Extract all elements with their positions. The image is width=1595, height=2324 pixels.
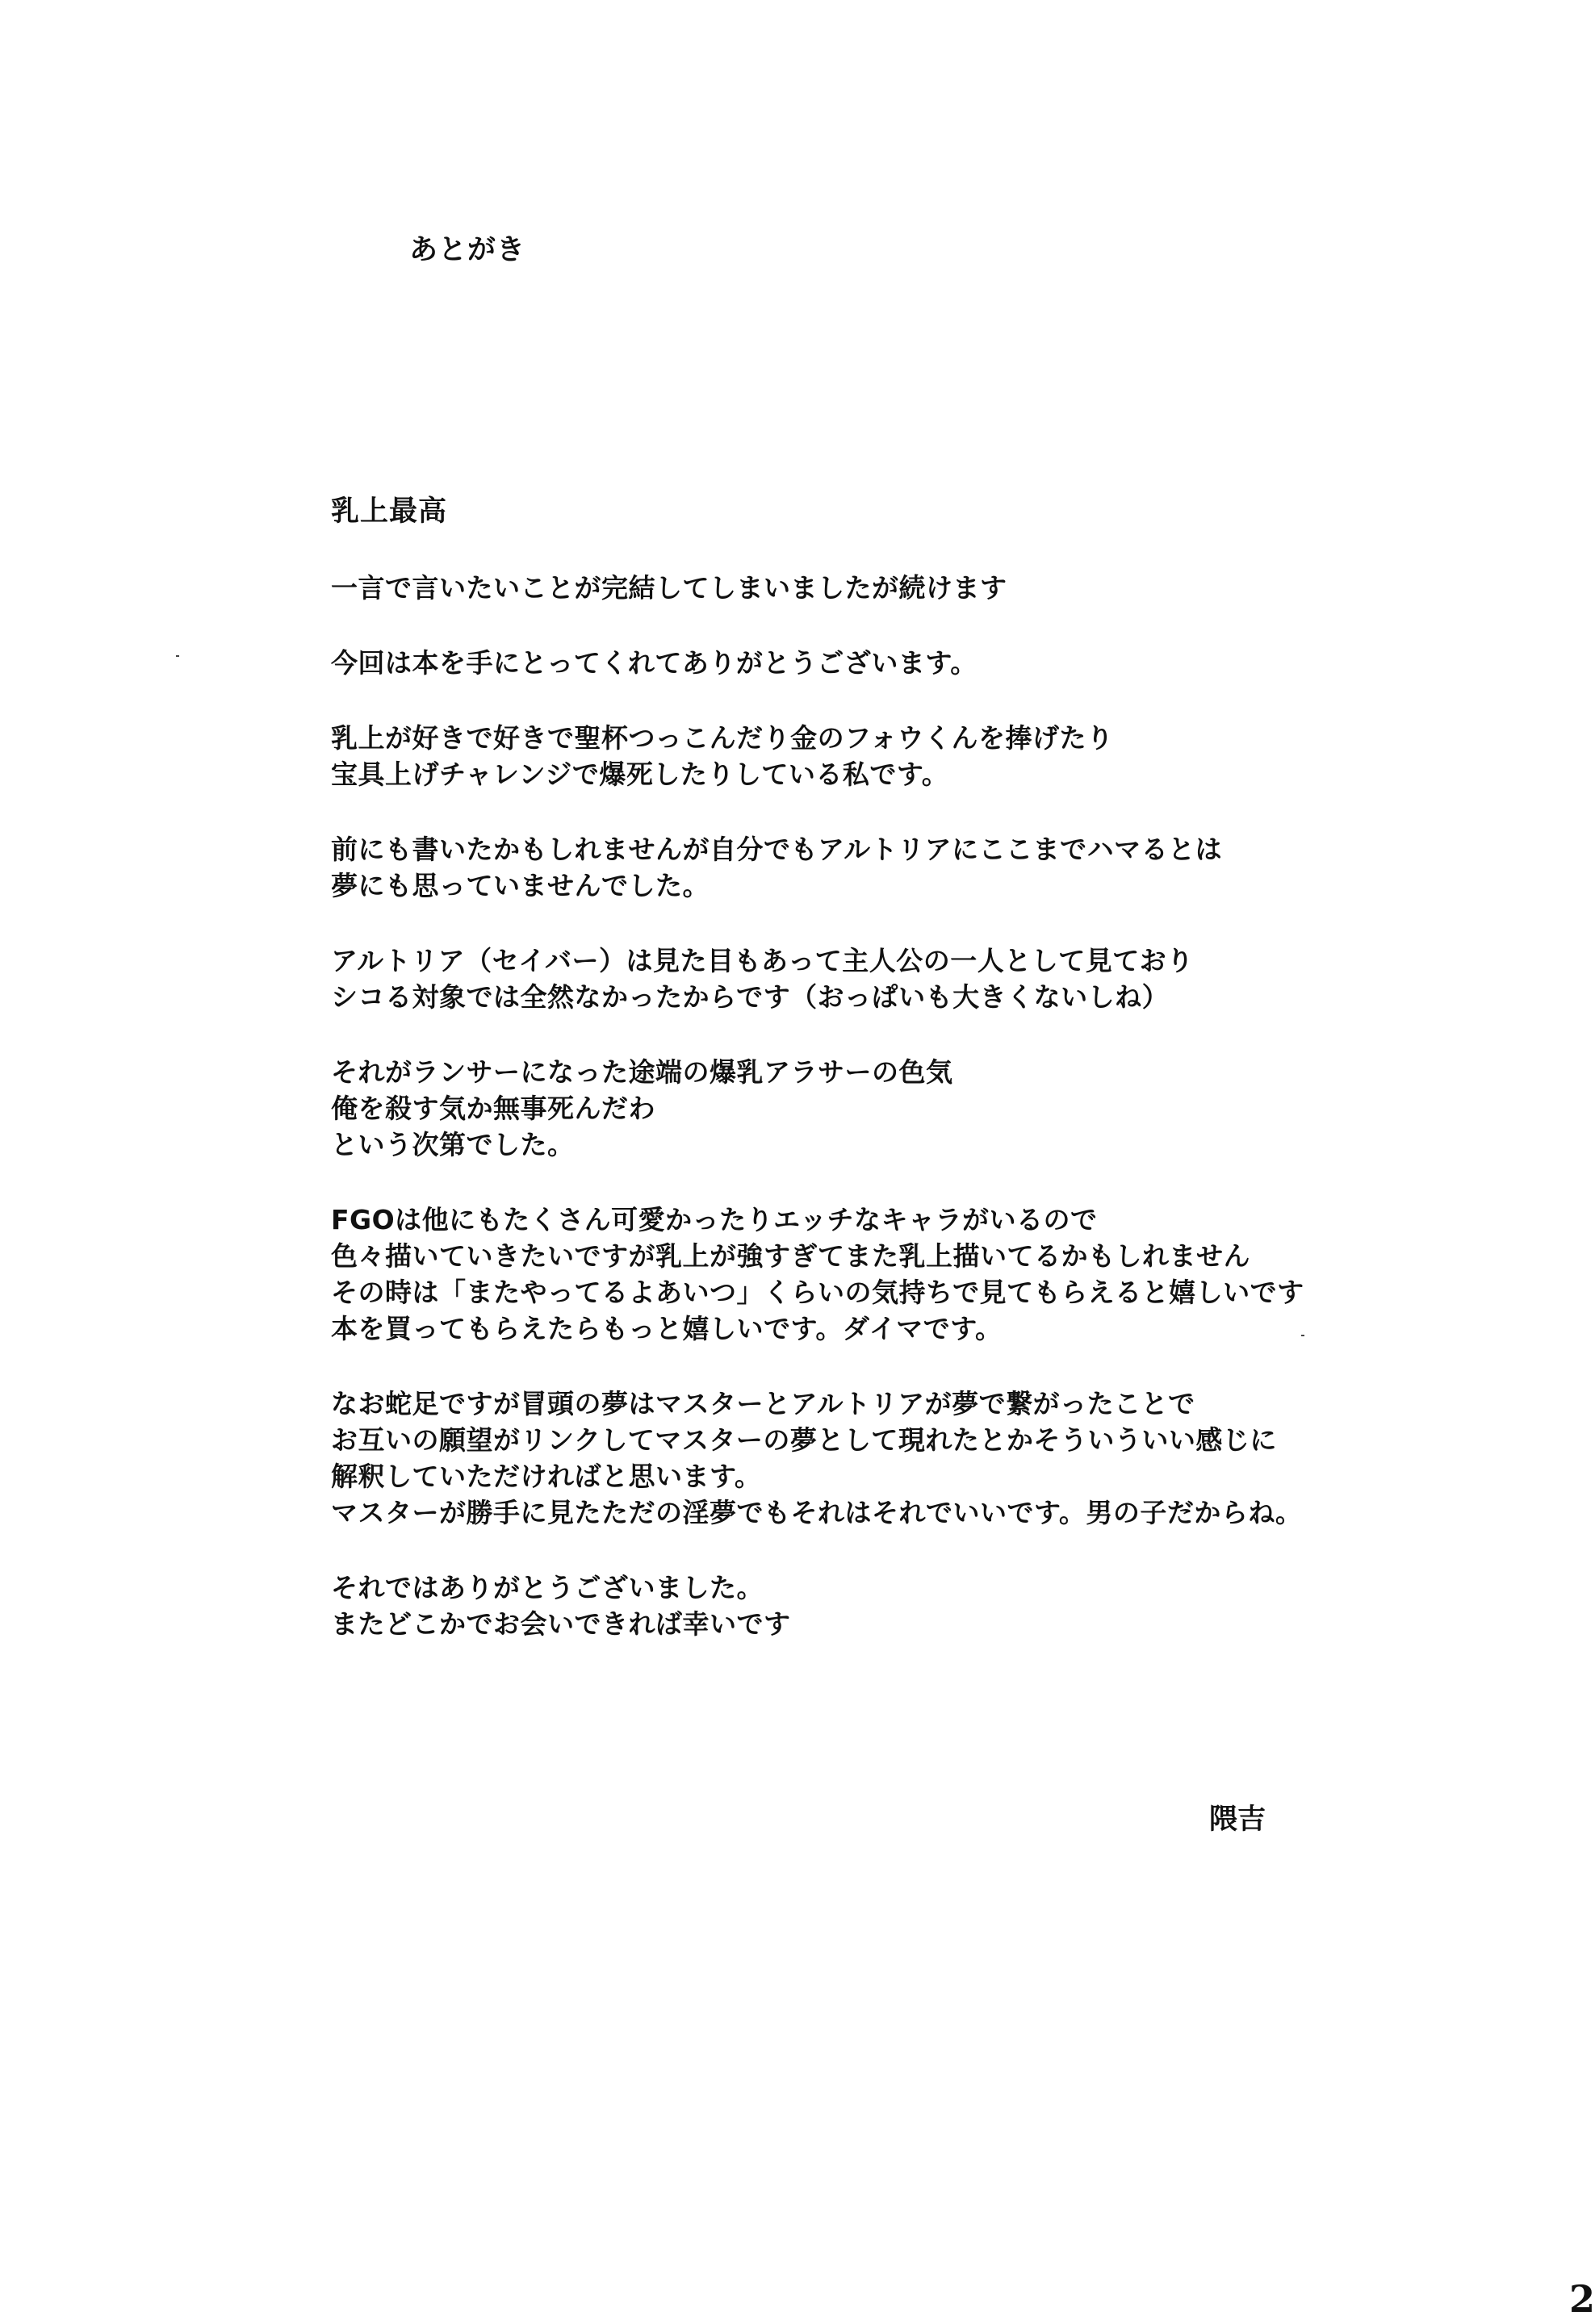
paragraph-1 [331, 570, 1364, 606]
afterword-body [331, 570, 1364, 1681]
text-line: 宝具上げチャレンジで爆死したりしている私です。 [331, 759, 949, 790]
text-line: マスターが勝手に見たただの淫夢でもそれはそれでいいです。男の子だからね。 [331, 1497, 1303, 1528]
text-line: シコる対象では全然なかったからです（おっぱいも大きくないしね） [331, 981, 1170, 1013]
paragraph-2 [331, 645, 1364, 681]
text-line: 乳上が好きで好きで聖杯つっこんだり金のフォウくんを捧げたり [331, 722, 1114, 754]
text-line: その時は「またやってるよあいつ」くらいの気持ちで見てもらえると嬉しいです [331, 1277, 1304, 1308]
paragraph-5 [331, 943, 1364, 1015]
paragraph-4 [331, 831, 1364, 904]
text-line: 色々描いていきたいですが乳上が強すぎてまた乳上描いてるかもしれません [331, 1240, 1250, 1272]
text-line: 夢にも思っていませんでした。 [331, 870, 710, 901]
page-title: 乳上最高 [331, 495, 448, 528]
paragraph-3 [331, 720, 1364, 792]
text-line: 解釈していただければと思います。 [331, 1461, 762, 1492]
text-line: アルトリア（セイバー）は見た目もあって主人公の一人として見ており [331, 945, 1194, 976]
text-line: またどこかでお会いできれば幸いです [331, 1608, 791, 1640]
text-line: 前にも書いたかもしれませんが自分でもアルトリアにここまでハマるとは [331, 834, 1223, 865]
scan-speck [176, 655, 179, 657]
paragraph-8 [331, 1386, 1364, 1531]
text-line: FGOは他にもたくさん可愛かったりエッチなキャラがいるので [331, 1204, 1098, 1235]
text-line: 今回は本を手にとってくれてありがとうございます。 [331, 647, 978, 679]
text-line: お互いの願望がリンクしてマスターの夢として現れたとかそういういい感じに [331, 1424, 1277, 1456]
text-line: なお蛇足ですが冒頭の夢はマスターとアルトリアが夢で繋がったことで [331, 1388, 1195, 1419]
page-number: 2 [1569, 2277, 1595, 2321]
text-line: 一言で言いたいことが完結してしまいましたが続けます [331, 572, 1007, 604]
paragraph-9 [331, 1570, 1364, 1642]
paragraph-7 [331, 1202, 1364, 1347]
text-line: それではありがとうございました。 [331, 1572, 764, 1603]
text-line: 俺を殺す気か無事死んだわ [331, 1093, 655, 1124]
afterword-heading: あとがき [409, 234, 526, 266]
text-line: それがランサーになった途端の爆乳アラサーの色気 [331, 1056, 953, 1088]
scan-speck [1301, 1335, 1304, 1336]
author-signature: 隈吉 [1209, 1804, 1266, 1836]
text-line: という次第でした。 [331, 1129, 575, 1160]
paragraph-6 [331, 1054, 1364, 1163]
text-line: 本を買ってもらえたらもっと嬉しいです。ダイマです。 [331, 1313, 1003, 1344]
